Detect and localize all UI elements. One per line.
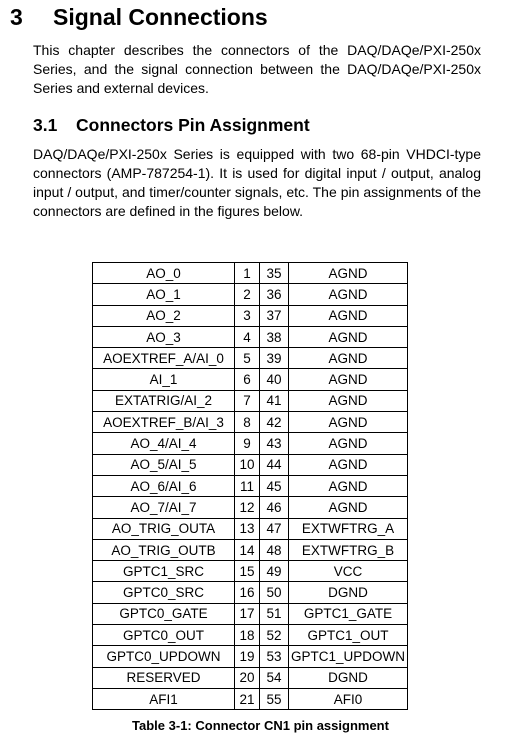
signal-right-cell: AGND xyxy=(289,348,408,369)
table-caption: Table 3-1: Connector CN1 pin assignment xyxy=(132,718,389,733)
pin-left-cell: 3 xyxy=(235,305,260,326)
signal-left-cell: AO_1 xyxy=(93,284,235,305)
pin-right-cell: 51 xyxy=(260,603,289,624)
pin-left-cell: 20 xyxy=(235,667,260,688)
pin-left-cell: 16 xyxy=(235,582,260,603)
signal-right-cell: VCC xyxy=(289,561,408,582)
signal-right-cell: DGND xyxy=(289,582,408,603)
table-row xyxy=(93,475,408,496)
signal-left-cell: GPTC0_GATE xyxy=(93,603,235,624)
pin-left-cell: 2 xyxy=(235,284,260,305)
signal-right-cell: AGND xyxy=(289,326,408,347)
signal-left-cell: AO_TRIG_OUTA xyxy=(93,518,235,539)
table-row xyxy=(93,263,408,284)
pin-right-cell: 49 xyxy=(260,561,289,582)
table-row xyxy=(93,688,408,709)
pin-right-cell: 35 xyxy=(260,263,289,284)
signal-right-cell: AGND xyxy=(289,412,408,433)
pin-right-cell: 36 xyxy=(260,284,289,305)
pin-left-cell: 17 xyxy=(235,603,260,624)
table-row xyxy=(93,305,408,326)
signal-right-cell: AFI0 xyxy=(289,688,408,709)
signal-right-cell: AGND xyxy=(289,284,408,305)
signal-left-cell: AOEXTREF_A/AI_0 xyxy=(93,348,235,369)
pin-left-cell: 15 xyxy=(235,561,260,582)
table-row xyxy=(93,369,408,390)
pin-left-cell: 14 xyxy=(235,539,260,560)
signal-left-cell: AO_7/AI_7 xyxy=(93,497,235,518)
signal-right-cell: GPTC1_OUT xyxy=(289,625,408,646)
table-row xyxy=(93,518,408,539)
table-row xyxy=(93,625,408,646)
table-row xyxy=(93,348,408,369)
signal-left-cell: AO_5/AI_5 xyxy=(93,454,235,475)
intro-paragraph: This chapter describes the connectors of the DAQ/DAQe/PXI-250x Series, and the signal connection between the DAQ/DAQe/PXI-250x Series and external devices. xyxy=(33,42,481,96)
pin-right-cell: 53 xyxy=(260,646,289,667)
pin-right-cell: 52 xyxy=(260,625,289,646)
pin-right-cell: 50 xyxy=(260,582,289,603)
signal-left-cell: GPTC0_OUT xyxy=(93,625,235,646)
signal-right-cell: AGND xyxy=(289,497,408,518)
pin-right-cell: 40 xyxy=(260,369,289,390)
signal-right-cell: GPTC1_UPDOWN xyxy=(289,646,408,667)
section-heading xyxy=(33,115,310,136)
pin-left-cell: 19 xyxy=(235,646,260,667)
signal-right-cell: AGND xyxy=(289,390,408,411)
pin-left-cell: 11 xyxy=(235,475,260,496)
table-row xyxy=(93,454,408,475)
signal-right-cell: GPTC1_GATE xyxy=(289,603,408,624)
signal-left-cell: AOEXTREF_B/AI_3 xyxy=(93,412,235,433)
signal-right-cell: AGND xyxy=(289,475,408,496)
pin-left-cell: 12 xyxy=(235,497,260,518)
pin-right-cell: 38 xyxy=(260,326,289,347)
signal-right-cell: AGND xyxy=(289,369,408,390)
pin-left-cell: 18 xyxy=(235,625,260,646)
signal-left-cell: AO_4/AI_4 xyxy=(93,433,235,454)
signal-right-cell: AGND xyxy=(289,454,408,475)
signal-left-cell: AO_3 xyxy=(93,326,235,347)
section-title: Connectors Pin Assignment xyxy=(76,115,310,135)
table-row xyxy=(93,433,408,454)
pin-left-cell: 1 xyxy=(235,263,260,284)
chapter-number: 3 xyxy=(10,4,23,30)
signal-right-cell: AGND xyxy=(289,263,408,284)
table-row xyxy=(93,539,408,560)
pin-right-cell: 45 xyxy=(260,475,289,496)
pin-right-cell: 48 xyxy=(260,539,289,560)
chapter-title: Signal Connections xyxy=(53,4,268,30)
table-row xyxy=(93,646,408,667)
signal-right-cell: AGND xyxy=(289,305,408,326)
pin-left-cell: 4 xyxy=(235,326,260,347)
signal-left-cell: GPTC1_SRC xyxy=(93,561,235,582)
table-row xyxy=(93,284,408,305)
table-row xyxy=(93,390,408,411)
pin-right-cell: 37 xyxy=(260,305,289,326)
pin-right-cell: 47 xyxy=(260,518,289,539)
pin-left-cell: 10 xyxy=(235,454,260,475)
pin-right-cell: 42 xyxy=(260,412,289,433)
table-row xyxy=(93,497,408,518)
signal-right-cell: AGND xyxy=(289,433,408,454)
signal-left-cell: GPTC0_UPDOWN xyxy=(93,646,235,667)
signal-left-cell: RESERVED xyxy=(93,667,235,688)
pin-right-cell: 55 xyxy=(260,688,289,709)
signal-left-cell: AO_0 xyxy=(93,263,235,284)
signal-left-cell: AO_2 xyxy=(93,305,235,326)
pin-left-cell: 21 xyxy=(235,688,260,709)
signal-left-cell: AO_TRIG_OUTB xyxy=(93,539,235,560)
table-row xyxy=(93,326,408,347)
table-row xyxy=(93,582,408,603)
signal-left-cell: AI_1 xyxy=(93,369,235,390)
pin-right-cell: 44 xyxy=(260,454,289,475)
section-paragraph: DAQ/DAQe/PXI-250x Series is equipped with two 68-pin VHDCI-type connectors (AMP-787254-1). It is used for digital input / output, analog input / output, and timer/counter signals, etc. The pin assignments of the connectors are defined in the figures below. xyxy=(33,146,481,219)
pin-right-cell: 41 xyxy=(260,390,289,411)
pin-left-cell: 9 xyxy=(235,433,260,454)
signal-left-cell: GPTC0_SRC xyxy=(93,582,235,603)
signal-left-cell: AFI1 xyxy=(93,688,235,709)
pin-assignment-table xyxy=(92,262,408,710)
pin-left-cell: 6 xyxy=(235,369,260,390)
table-row xyxy=(93,667,408,688)
section-number: 3.1 xyxy=(33,115,58,135)
pin-right-cell: 43 xyxy=(260,433,289,454)
pin-left-cell: 13 xyxy=(235,518,260,539)
table-row xyxy=(93,603,408,624)
chapter-heading xyxy=(10,4,268,31)
table-row xyxy=(93,561,408,582)
pin-right-cell: 54 xyxy=(260,667,289,688)
pin-left-cell: 7 xyxy=(235,390,260,411)
signal-right-cell: EXTWFTRG_B xyxy=(289,539,408,560)
signal-right-cell: DGND xyxy=(289,667,408,688)
pin-right-cell: 39 xyxy=(260,348,289,369)
signal-left-cell: EXTATRIG/AI_2 xyxy=(93,390,235,411)
table-row xyxy=(93,412,408,433)
pin-right-cell: 46 xyxy=(260,497,289,518)
pin-table-body xyxy=(93,263,408,710)
signal-left-cell: AO_6/AI_6 xyxy=(93,475,235,496)
pin-left-cell: 5 xyxy=(235,348,260,369)
signal-right-cell: EXTWFTRG_A xyxy=(289,518,408,539)
pin-left-cell: 8 xyxy=(235,412,260,433)
